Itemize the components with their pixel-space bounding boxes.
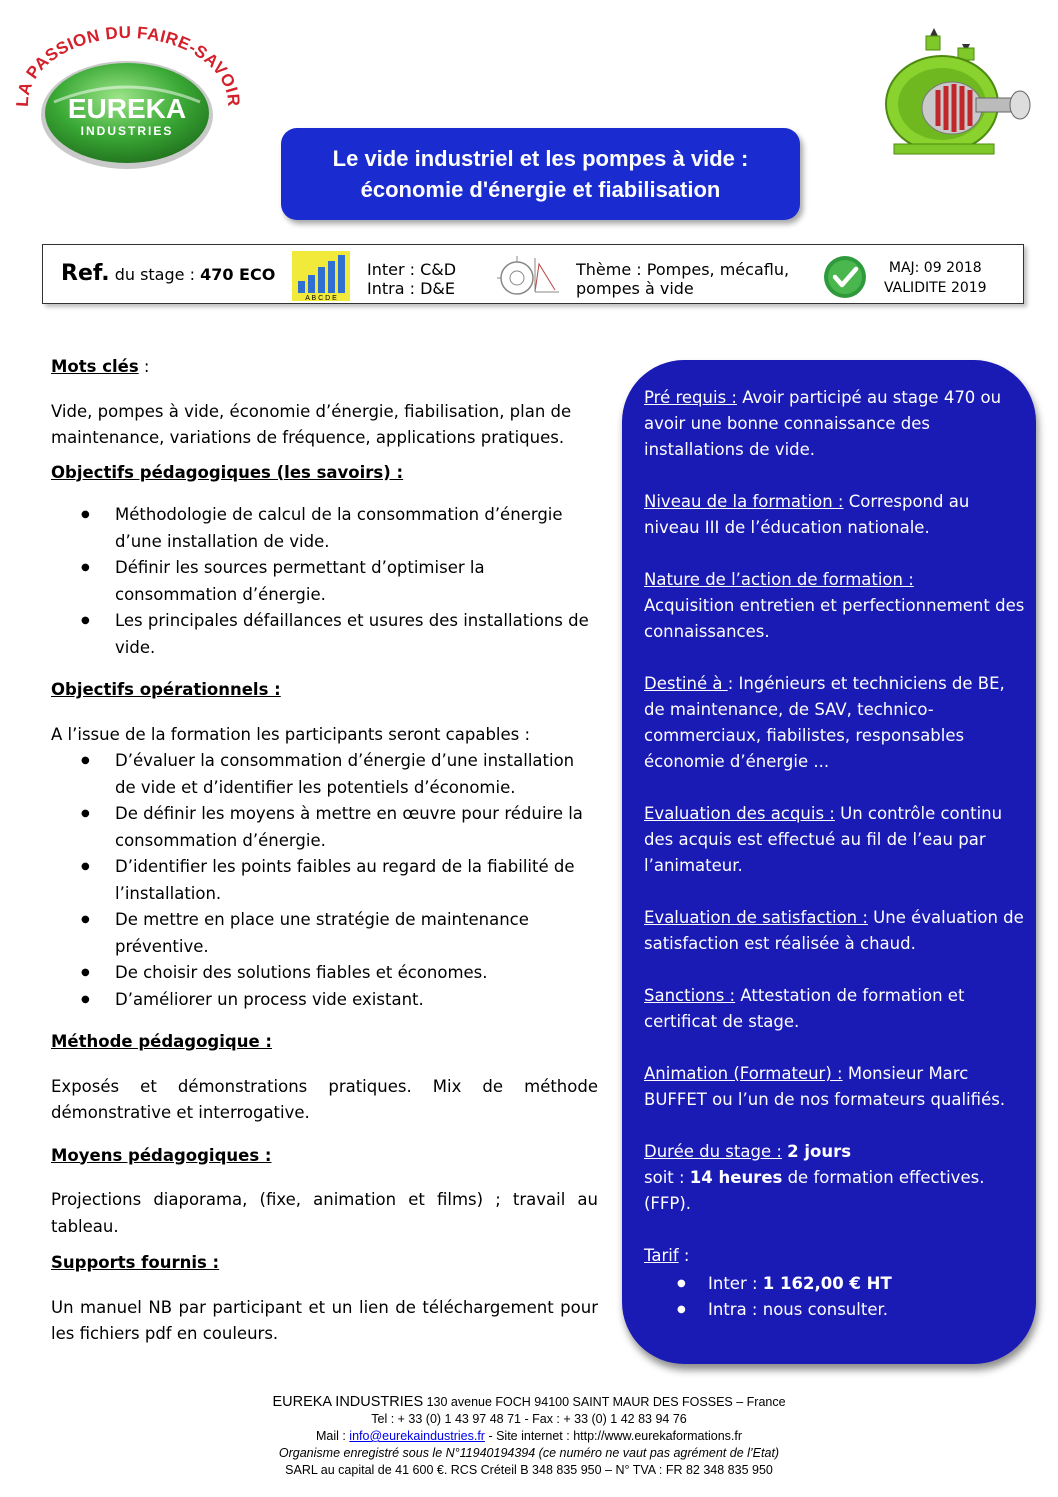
eureka-logo <box>14 22 240 172</box>
stage-reference <box>61 261 275 286</box>
animation-text: Monsieur Marc BUFFET ou l’un de nos formateurs qualifiés. <box>644 1064 1006 1109</box>
tarif-inter-label: Inter : <box>708 1274 763 1293</box>
sanctions-text: Attestation de formation et certificat de stage. <box>644 986 965 1031</box>
theme-line-2: pompes à vide <box>576 279 694 298</box>
inter-level: Inter : C&D <box>367 260 457 279</box>
mots-cles-heading-line <box>51 354 598 381</box>
tarif-inter <box>644 1271 1030 1297</box>
tarif-heading: Tarif <box>644 1246 679 1265</box>
footer-address-line <box>0 1394 1058 1411</box>
objectif-pedagogique-item: ● Les principales défaillances et usures des installations de vide. <box>51 608 598 661</box>
title-line-2: économie d'énergie et fiabilisation <box>360 177 721 202</box>
checkmark-icon <box>823 255 867 299</box>
destine-text: : Ingénieurs et techniciens de BE, de maintenance, de SAV, technico-commerciaux, fiabilistes, responsables économie d’énergie ... <box>644 674 1005 771</box>
eval-satis-heading: Evaluation de satisfaction : <box>644 908 868 927</box>
tarif-inter-value: 1 162,00 € HT <box>762 1274 892 1293</box>
supports-text: Un manuel NB par participant et un lien de téléchargement pour les fichiers pdf en couleurs. <box>51 1297 598 1343</box>
nature-text: Acquisition entretien et perfectionnement des connaissances. <box>644 596 1025 641</box>
du-stage-label: du stage : <box>114 265 195 284</box>
duree-jours: 2 jours <box>787 1142 852 1161</box>
eval-satis-text: Une évaluation de satisfaction est réalisée à chaud. <box>644 908 1024 953</box>
prerequis-text: Avoir participé au stage 470 ou avoir une bonne connaissance des installations de vide. <box>644 388 1002 459</box>
objectif-operationnel-item: ● De définir les moyens à mettre en œuvre pour réduire la consommation d’énergie. <box>51 801 598 854</box>
inter-intra-levels <box>367 260 456 298</box>
footer-address: 130 avenue FOCH 94100 SAINT MAUR DES FOSSES – France <box>423 1395 786 1409</box>
niveau-heading: Niveau de la formation : <box>644 492 844 511</box>
niveau-text: Correspond au niveau III de l’éducation nationale. <box>644 492 970 537</box>
theme-line-1: Thème : Pompes, mécaflu, <box>576 260 790 279</box>
duree-block <box>644 1139 1030 1217</box>
title-line-1: Le vide industriel et les pompes à vide : <box>332 146 749 171</box>
objectifs-operationnels-list <box>51 748 598 1013</box>
tarif-sep: : <box>678 1246 690 1265</box>
tarif-list <box>644 1271 1030 1323</box>
nature-block <box>644 567 1030 645</box>
footer-contact-line <box>0 1428 1058 1445</box>
pump-sketch-icon <box>495 252 561 300</box>
duree-rest: de formation effectives. (FFP). <box>644 1168 985 1213</box>
left-column <box>51 354 598 1348</box>
nature-heading: Nature de l’action de formation : <box>644 570 914 589</box>
footer-organisme: Organisme enregistré sous le N°11940194394 (ce numéro ne vaut pas agrément de l’Etat) <box>278 1446 780 1460</box>
objectifs-operationnels-heading: Objectifs opérationnels : <box>51 680 281 699</box>
validity-year: VALIDITE 2019 <box>884 280 987 296</box>
ref-label: Ref. <box>61 261 110 286</box>
niveau-block <box>644 489 1030 541</box>
destine-heading: Destiné à <box>644 674 728 693</box>
sanctions-heading: Sanctions : <box>644 986 736 1005</box>
eval-acquis-block <box>644 801 1030 879</box>
theme-text <box>576 260 789 298</box>
methode-heading: Méthode pédagogique : <box>51 1032 272 1051</box>
sanctions-block <box>644 983 1030 1035</box>
animation-block <box>644 1061 1030 1113</box>
reference-bar <box>42 244 1024 304</box>
methode-text: Exposés et démonstrations pratiques. Mix de méthode démonstrative et interrogative. <box>51 1076 598 1122</box>
objectif-operationnel-item: ● De mettre en place une stratégie de maintenance préventive. <box>51 907 598 960</box>
objectif-operationnel-item: ● De choisir des solutions fiables et économes. <box>51 960 598 987</box>
footer-site: - Site internet : http://www.eurekaformations.fr <box>484 1429 743 1443</box>
duree-soit: soit : <box>644 1168 690 1187</box>
tarif-intra: ● Intra : nous consulter. <box>644 1297 1030 1323</box>
duree-heading: Durée du stage : <box>644 1142 782 1161</box>
footer-company: EUREKA INDUSTRIES <box>272 1394 424 1410</box>
logo-sub: INDUSTRIES <box>80 124 174 138</box>
vacuum-pump-illustration <box>880 26 1040 178</box>
level-bars-icon <box>292 251 350 301</box>
footer-mail-link[interactable]: info@eurekaindustries.fr <box>349 1429 485 1443</box>
info-panel-text <box>644 385 1030 1323</box>
objectif-pedagogique-item: ● Définir les sources permettant d’optimiser la consommation d’énergie. <box>51 555 598 608</box>
objectif-operationnel-item: ● D’évaluer la consommation d’énergie d’une installation de vide et d’identifier les potentiels d’économie. <box>51 748 598 801</box>
mots-cles-text: Vide, pompes à vide, économie d’énergie, fiabilisation, plan de maintenance, variations de fréquence, applications pratiques. <box>51 401 572 447</box>
footer-mail-label: Mail : <box>315 1429 350 1443</box>
duree-heures: 14 heures <box>689 1168 783 1187</box>
intra-level: Intra : D&E <box>367 279 455 298</box>
moyens-text: Projections diaporama, (fixe, animation et films) ; travail au tableau. <box>51 1190 598 1236</box>
stage-code: 470 ECO <box>200 265 276 284</box>
mots-cles-heading: Mots clés <box>51 357 139 376</box>
animation-heading: Animation (Formateur) : <box>644 1064 843 1083</box>
objectif-operationnel-item: ● D’identifier les points faibles au regard de la fiabilité de l’installation. <box>51 854 598 907</box>
logo-arc-text: LA PASSION DU FAIRE-SAVOI <box>14 22 240 108</box>
objectifs-pedagogiques-list <box>51 502 598 661</box>
objectifs-pedagogiques-heading: Objectifs pédagogiques (les savoirs) : <box>51 462 404 482</box>
objectifs-operationnels-intro: A l’issue de la formation les participants seront capables : <box>51 724 531 744</box>
eval-acquis-text: Un contrôle continu des acquis est effectué au fil de l’eau par l’animateur. <box>644 804 1003 875</box>
title-banner <box>281 128 800 220</box>
supports-heading: Supports fournis : <box>51 1253 220 1272</box>
moyens-heading: Moyens pédagogiques : <box>51 1145 272 1165</box>
tarif-heading-line <box>644 1243 1030 1269</box>
level-letters: A B C D E <box>305 295 337 301</box>
objectif-operationnel-item: ● D’améliorer un process vide existant. <box>51 987 598 1014</box>
footer-tel: Tel : + 33 (0) 1 43 97 48 71 - Fax : + 33 (0) 1 42 83 94 76 <box>371 1412 687 1426</box>
eval-satis-block <box>644 905 1030 957</box>
objectif-pedagogique-item: ● Méthodologie de calcul de la consommation d’énergie d’une installation de vide. <box>51 502 598 555</box>
update-validity <box>884 258 987 298</box>
prerequis-heading: Pré requis : <box>644 388 737 407</box>
logo-name: EUREKA <box>67 93 187 124</box>
destine-block <box>644 671 1030 775</box>
prerequis-block <box>644 385 1030 463</box>
maj-date: MAJ: 09 2018 <box>888 260 982 276</box>
eval-acquis-heading: Evaluation des acquis : <box>644 804 835 823</box>
mots-cles-sep: : <box>138 357 150 376</box>
footer-sarl: SARL au capital de 41 600 €. RCS Créteil B 348 835 950 – N° TVA : FR 82 348 835 950 <box>285 1463 773 1477</box>
footer <box>0 1394 1058 1479</box>
